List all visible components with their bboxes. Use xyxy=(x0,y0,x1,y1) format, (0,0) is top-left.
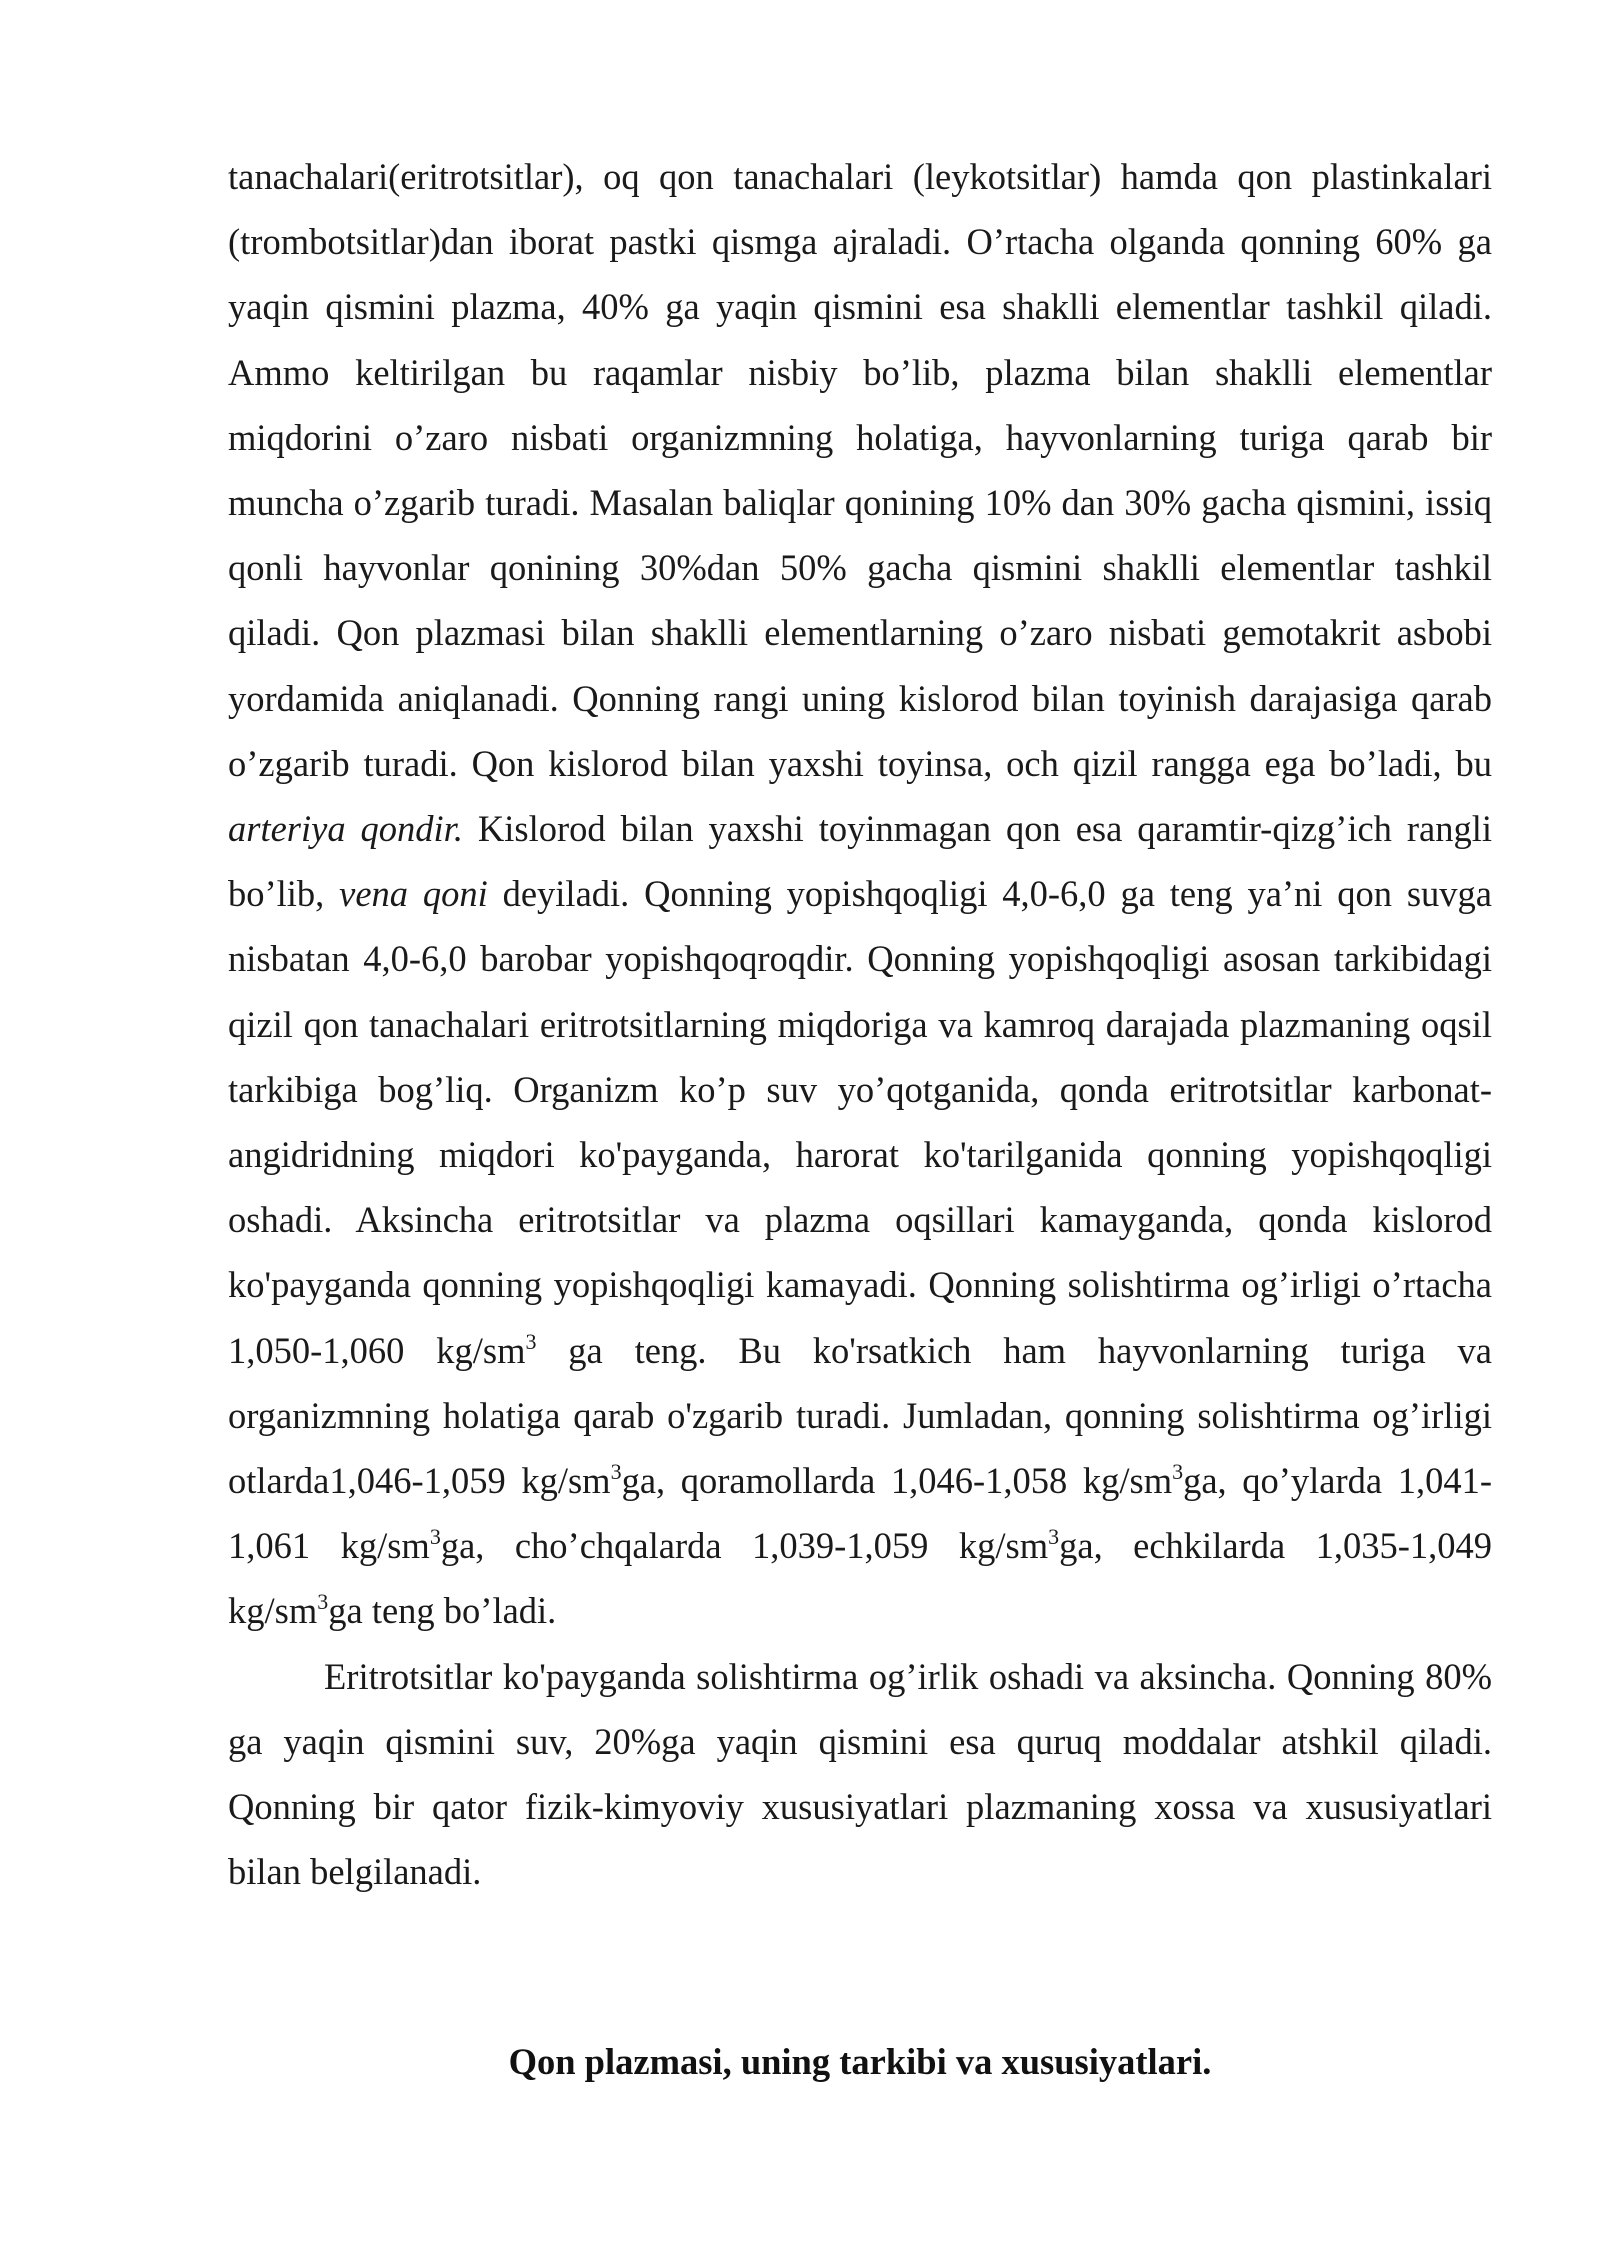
paragraph-text: ga teng bo’ladi. xyxy=(328,1590,557,1632)
superscript: 3 xyxy=(1172,1459,1184,1485)
superscript: 3 xyxy=(525,1328,537,1354)
body-paragraph-2: Eritrotsitlar ko'payganda solishtirma og’irlik oshadi va aksincha. Qonning 80% ga yaqin qismini suv, 20%ga yaqin qismini esa quruq moddalar atshkil qiladi. Qonning bir qator fizik-kimyoviy xususiyatlari plazmaning xossa va xususiyatlari bilan belgilanadi. xyxy=(228,1655,1492,1893)
paragraph-text: Kislorod bilan yaxshi toyinmagan qon esa qaramtir-qizg’ich rangli bo’lib, xyxy=(228,808,1492,915)
paragraph-text: ga, qoramollarda 1,046-1,058 kg/sm xyxy=(621,1460,1173,1502)
paragraph-text: ga, cho’chqalarda 1,039-1,059 kg/sm xyxy=(440,1525,1049,1567)
section-heading: Qon plazmasi, uning tarkibi va xususiyatlari. xyxy=(508,2041,1212,2082)
superscript: 3 xyxy=(429,1524,441,1550)
superscript: 3 xyxy=(610,1459,622,1485)
paragraph-text: tanachalari(eritrotsitlar), oq qon tanachalari (leykotsitlar) hamda qon plastinkalari (trombotsitlar)dan iborat pastki qismga ajraladi. O’rtacha olganda qonning 60% ga yaqin qismini plazma, 40% ga yaqin qismini esa shaklli elementlar tashkil qiladi. Ammo keltirilgan bu raqamlar nisbiy bo’lib, plazma bilan shaklli elementlar miqdorini o’zaro nisbati organizmning holatiga, hayvonlarning turiga qarab bir muncha o’zgarib turadi. Masalan baliqlar qonining 10% dan 30% gacha qismini, issiq qonli hayvonlar qonining 30%dan 50% gacha qismini shaklli elementlar tashkil qiladi. Qon plazmasi bilan shaklli elementlarning o’zaro nisbati gemotakrit asbobi yordamida aniqlanadi. Qonning rangi uning kislorod bilan toyinish darajasiga qarab o’zgarib turadi. Qon kislorod bilan yaxshi toyinsa, och qizil rangga ega bo’ladi, bu xyxy=(228,156,1492,784)
paragraph-text: deyiladi. Qonning yopishqoqligi 4,0-6,0 ga teng ya’ni qon suvga nisbatan 4,0-6,0 barobar yopishqoqroqdir. Qonning yopishqoqligi asosan tarkibidagi qizil qon tanachalari eritrotsitlarning miqdoriga va kamroq darajada plazmaning oqsil tarkibiga bog’liq. Organizm ko’p suv yo’qotganida, qonda eritrotsitlar karbonat-angidridning miqdori ko'payganda, harorat ko'tarilganida qonning yopishqoqligi oshadi. Aksincha eritrotsitlar va plazma oqsillari kamayganda, qonda kislorod ko'payganda qonning yopishqoqligi kamayadi. Qonning solishtirma og’irligi o’rtacha 1,050-1,060 kg/sm xyxy=(228,873,1492,1371)
body-paragraph-1 xyxy=(228,144,1492,1644)
superscript: 3 xyxy=(317,1589,329,1615)
paragraph-text: ga teng. Bu ko'rsatkich ham hayvonlarning turiga va organizmning holatiga qarab o'zgarib turadi. Jumladan, qonning solishtirma og’irligi otlarda1,046-1,059 kg/sm xyxy=(228,1329,1492,1502)
document-body xyxy=(228,144,1492,1904)
superscript: 3 xyxy=(1048,1524,1060,1550)
paragraph-text: ga, qo’ylarda 1,041-1,061 kg/sm xyxy=(228,1460,1492,1567)
paragraph-text: ga, echkilarda 1,035-1,049 kg/sm xyxy=(228,1525,1493,1632)
italic-term-arterial-blood: arteriya qondir. xyxy=(228,808,463,850)
italic-term-venous-blood: vena qoni xyxy=(339,873,488,915)
